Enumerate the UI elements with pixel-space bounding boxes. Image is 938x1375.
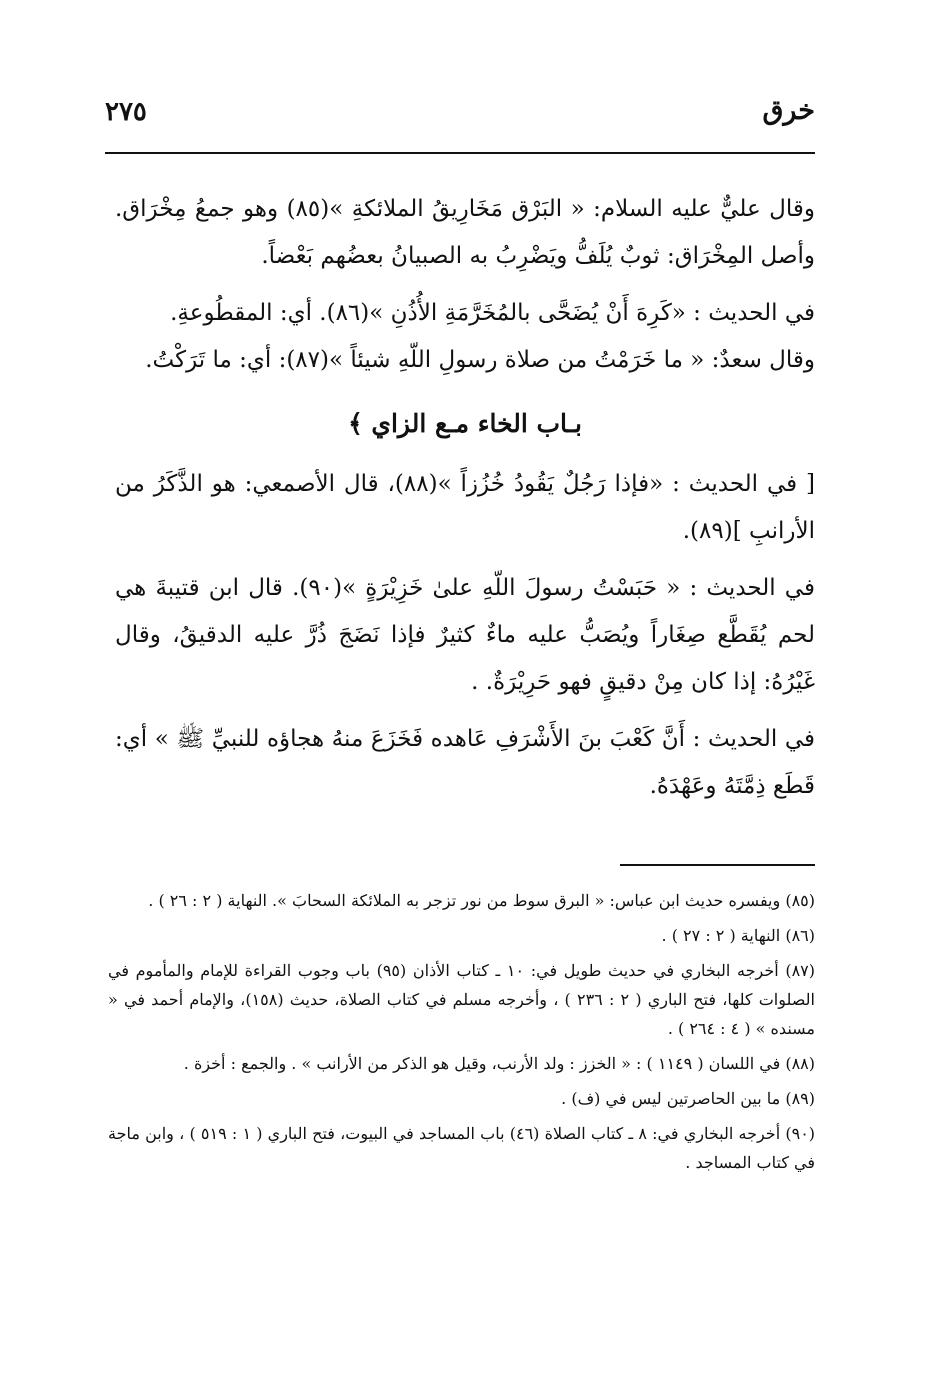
footnote-89: (٨٩) ما بين الحاصرتين ليس في (ف) . — [561, 1089, 815, 1108]
section-title: بـاب الخاء مـع الزاي ﴾ — [348, 409, 582, 438]
paragraph-khazira: في الحديث : « حَبَسْتُ رسولَ اللّهِ علىٰ خَزِيْرَةٍ »(٩٠). قال ابن قتيبةَ هي لحم يُقَطَّع صِغَاراً ويُصَبُّ عليه ماءٌ كثيرٌ فإذا نَضَجَ ذُرَّ عليه الدقيقُ، وقال غَيْرُهُ: إذا كان مِنْ دقيقٍ فهو حَرِيْرَةٌ. . — [115, 575, 815, 695]
paragraph-khuzaz: [ في الحديث : «فإذا رَجُلٌ يَقُودُ خُزُزاً »(٨٨)، قال الأصمعي: هو الذَّكَرُ من الأرانبِ ](٨٩). — [115, 471, 815, 544]
footnotes — [108, 886, 815, 1183]
header-entry-word: خرق — [762, 95, 815, 126]
header-divider — [105, 152, 815, 154]
page-number: ٢٧٥ — [105, 97, 147, 127]
footnote-85: (٨٥) ويفسره حديث ابن عباس: « البرق سوط من نور تزجر به الملائكة السحابَ ». النهاية ( ٢ : ٢٦ ) . — [148, 891, 815, 910]
paragraph-saad: وقال سعدٌ: « ما خَرَمْتُ من صلاة رسولِ اللّهِ شيئاً »(٨٧): أي: ما تَرَكْتُ. — [145, 347, 815, 373]
footnote-88: (٨٨) في اللسان ( ١١٤٩ ) : « الخزز : ولد الأرنب، وقيل هو الذكر من الأرانب » . والجمع : أخزة . — [183, 1054, 815, 1073]
footnote-87: (٨٧) أخرجه البخاري في حديث طويل في: ١٠ ـ كتاب الأذان (٩٥) باب وجوب القراءة للإمام والمأموم في الصلوات كلها، فتح الباري ( ٢ : ٢٣٦ ) ، وأخرجه مسلم في كتاب الصلاة، حديث (١٥٨)، والإمام أحمد في « مسنده » ( ٤ : ٢٦٤ ) . — [108, 961, 816, 1038]
page-header — [105, 95, 815, 145]
footnote-86: (٨٦) النهاية ( ٢ : ٢٧ ) . — [661, 926, 815, 945]
paragraph-kaab: في الحديث : أَنَّ كَعْبَ بنَ الأَشْرَفِ عَاهده فَخَزَعَ منهُ هجاؤه للنبيِّ ﷺ » أي: قَطَع ذِمَّتَهُ وعَهْدَهُ. — [115, 726, 815, 799]
footnote-divider — [620, 864, 815, 866]
paragraph-mukharrama: في الحديث : «كَرِهَ أَنْ يُضَحَّى بالمُخَرَّمَةِ الأُذُنِ »(٨٦). أي: المقطُوعةِ. — [170, 300, 815, 326]
main-text — [115, 186, 815, 820]
footnote-90: (٩٠) أخرجه البخاري في: ٨ ـ كتاب الصلاة (٤٦) باب المساجد في البيوت، فتح الباري ( ١ : ٥١٩ ) ، وابن ماجة في كتاب المساجد . — [108, 1124, 816, 1172]
paragraph-barq: وقال عليٌّ عليه السلام: « البَرْق مَخَارِيقُ الملائكةِ »(٨٥) وهو جمعُ مِخْرَاق. وأصل المِخْرَاق: ثوبٌ يُلَفُّ ويَضْرِبُ به الصبيانُ بعضُهم بَعْضاً. — [115, 196, 815, 269]
